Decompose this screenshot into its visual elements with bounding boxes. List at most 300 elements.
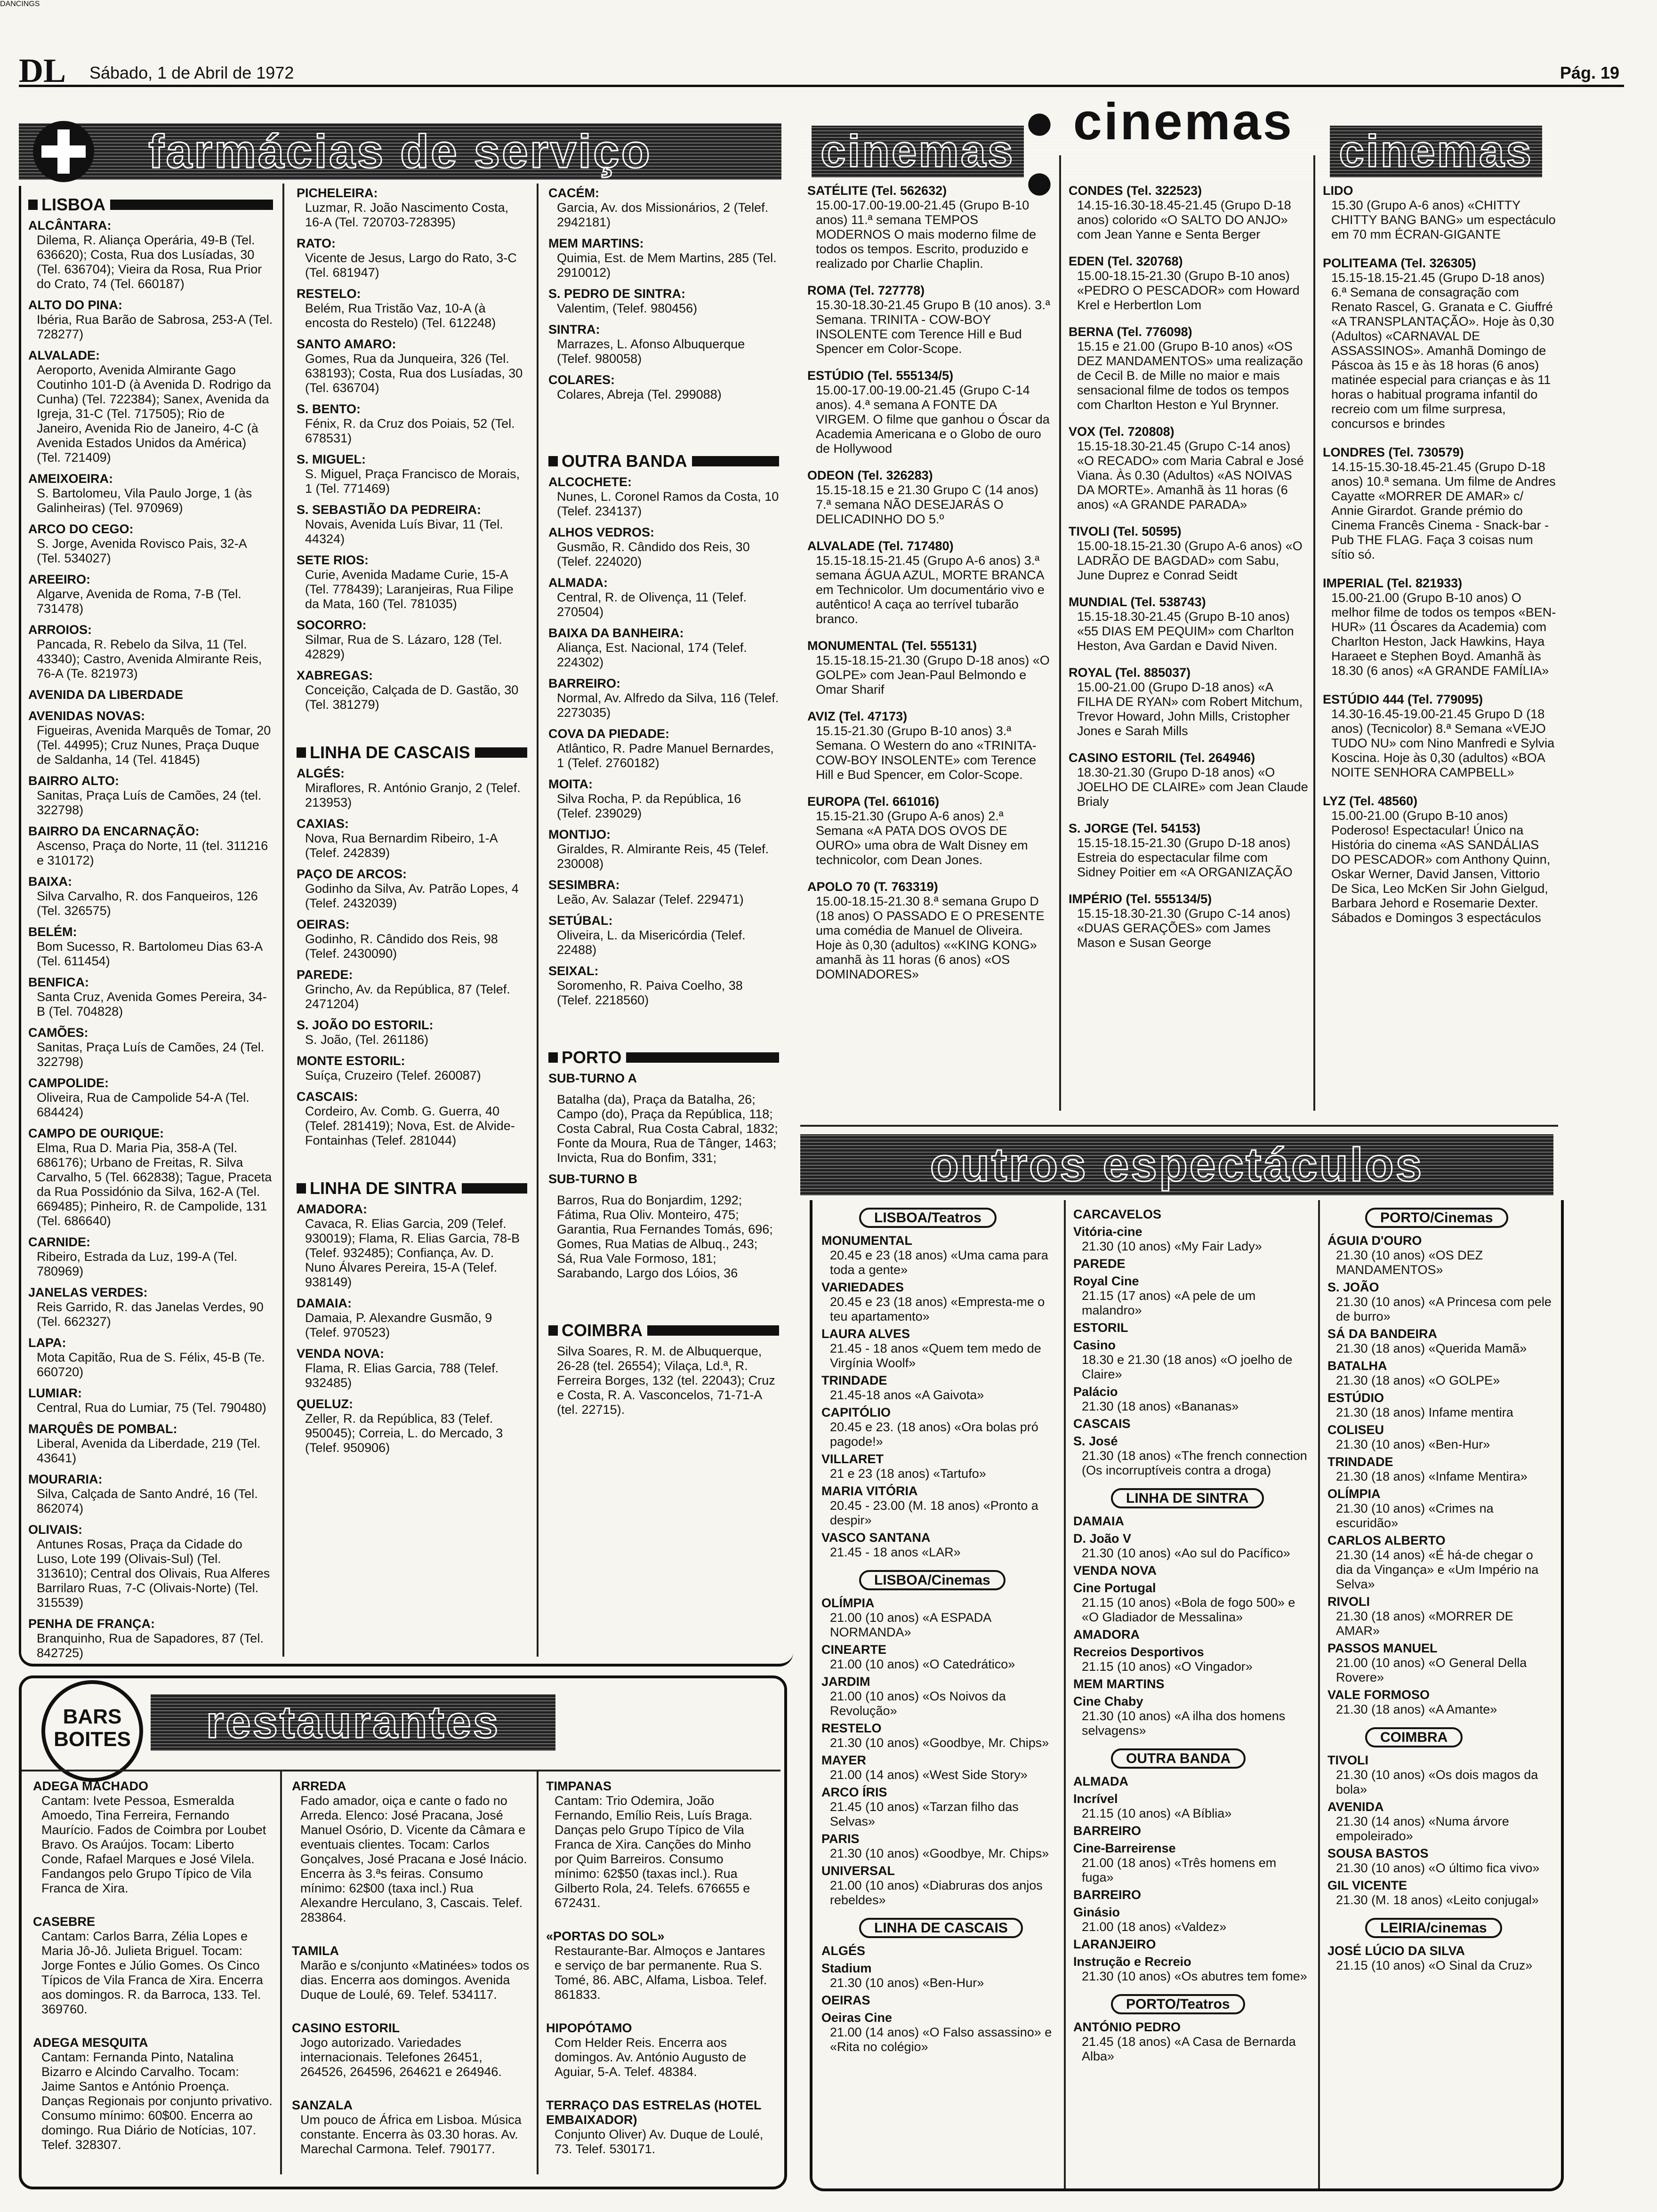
entry-name: EDEN (Tel. 320768) <box>1069 254 1183 268</box>
entry-name: Vitória-cine <box>1073 1225 1142 1239</box>
list-item <box>548 777 779 821</box>
boites-label: BOITES <box>54 1728 131 1751</box>
entry-text: Garcia, Av. dos Missionários, 2 (Telef. 2942181) <box>557 200 769 229</box>
entry-name: JANELAS VERDES: <box>28 1285 148 1299</box>
list-item <box>1327 1641 1553 1685</box>
entry-name: BERNA (Tel. 776098) <box>1069 325 1192 339</box>
entry-name: D. João V <box>1073 1531 1132 1546</box>
list-item <box>28 1076 273 1120</box>
pharmacy-list <box>297 766 527 1148</box>
entry-name: PASSOS MANUEL <box>1327 1641 1438 1655</box>
entry-name: TAMILA <box>292 1944 339 1958</box>
entry-text: 21.00 (18 anos) «Valdez» <box>1082 1920 1227 1934</box>
entry-text: Dilema, R. Aliança Operária, 49-B (Tel. 636620); Costa, Rua dos Lusíadas, 30 (Tel. 636704); Vieira da Rosa, Rua Prior do Crato, 74 (Tel. 660187) <box>37 233 262 291</box>
entry-text: Um pouco de África em Lisboa. Música constante. Encerra às 03.30 horas. Av. Marechal Carmona. Telef. 790177. <box>300 2113 522 2156</box>
entry-name: OEIRAS <box>821 1993 870 2007</box>
list-item <box>1069 821 1309 880</box>
pharmacy-list <box>548 1344 779 1417</box>
entry-name: MARQUÊS DE POMBAL: <box>28 1422 177 1436</box>
entry-name: S. SEBASTIÃO DA PEDREIRA: <box>297 503 482 517</box>
list-item <box>821 2011 1057 2054</box>
entry-text: 15.15-18.30-21.45 (Grupo B-10 anos) «55 DIAS EM PEQUIM» com Charlton Heston, Ava Gardan e David Niven. <box>1077 609 1294 653</box>
show-list <box>821 1200 1057 2054</box>
entry-text: Atlântico, R. Padre Manuel Bernardes, 1 (Telef. 2760182) <box>557 741 774 770</box>
list-item <box>28 1026 273 1069</box>
section-heading <box>297 1178 527 1198</box>
list-item <box>297 1397 527 1455</box>
entry-text: Sanitas, Praça Luís de Camões, 24 (tel. 322798) <box>37 788 262 817</box>
list-item <box>548 475 779 519</box>
entry-name: RESTELO <box>821 1721 882 1735</box>
entry-name: CASINO ESTORIL (Tel. 264946) <box>1069 751 1255 765</box>
entry-text: 21.30 (10 anos) «OS DEZ MANDAMENTOS» <box>1336 1248 1483 1277</box>
list-item <box>548 1193 779 1281</box>
entry-name: MONTIJO: <box>548 827 611 842</box>
entry-text: 21.00 (18 anos) «Três homens em fuga» <box>1082 1856 1277 1884</box>
list-item <box>546 1779 772 1910</box>
entry-text: 15.15-18.30-21.45 (Grupo C-14 anos) «O RECADO» com Maria Cabral e José Viana. Às 0.30 (Adultos) «AS NOIVAS DA MORTE». Amanhã às 11 horas (6 anos) «A GRANDE PARADA» <box>1077 439 1304 512</box>
entry-text: Marão e s/conjunto «Matinées» todos os dias. Encerra aos domingos. Avenida Duque de Loulé, 69. Telef. 534117. <box>300 1958 530 2002</box>
entry-name: ALHOS VEDROS: <box>548 525 655 539</box>
list-item <box>821 1280 1057 1324</box>
entry-text: 20.45 e 23 (18 anos) «Empresta-me o teu apartamento» <box>830 1295 1045 1323</box>
entry-name: ODEON (Tel. 326283) <box>807 468 933 482</box>
list-item <box>292 2098 530 2156</box>
entry-text: 15.30-18.30-21.45 Grupo B (10 anos). 3.ª Semana. TRINITA - COW-BOY INSOLENTE com Terence Hill e Bud Spencer em Color-Scope. <box>816 298 1050 356</box>
entry-name: ESTÚDIO <box>1327 1391 1384 1405</box>
list-item <box>546 2021 772 2079</box>
list-item <box>1327 1753 1553 1797</box>
entry-text: 15.30 (Grupo A-6 anos) «CHITTY CHITTY BANG BANG» um espectáculo em 70 mm ÉCRAN-GIGANTE <box>1331 198 1556 241</box>
column-divider <box>1313 155 1315 1111</box>
entry-text: Zeller, R. da República, 83 (Telef. 950045); Correia, L. do Mercado, 3 (Telef. 950906) <box>305 1411 503 1455</box>
entry-name: CAXIAS: <box>297 817 349 831</box>
entry-text: 18.30 e 21.30 (18 anos) «O joelho de Claire» <box>1082 1353 1293 1381</box>
list-item <box>1073 1905 1309 1934</box>
entry-name: CAMPOLIDE: <box>28 1076 109 1090</box>
bars-boites-badge <box>41 1680 143 1782</box>
entry-text: 21.30 (10 anos) «A ilha dos homens selvagens» <box>1082 1709 1286 1738</box>
list-item <box>548 964 779 1008</box>
list-item <box>807 539 1052 626</box>
entry-text: Belém, Rua Tristão Vaz, 10-A (à encosta do Restelo) (Tel. 612248) <box>305 301 496 330</box>
entry-text: 15.15-18.15-21.30 (Grupo D-18 anos) Estreia do espectacular filme com Sidney Poitier em «A ORGANIZAÇÃO <box>1077 836 1293 879</box>
list-item <box>548 236 779 280</box>
entry-text: Grincho, Av. da República, 87 (Telef. 2471204) <box>305 982 510 1011</box>
list-item <box>28 1126 273 1228</box>
entry-text: 20.45 e 23. (18 anos) «Ora bolas pró pagode!» <box>830 1420 1038 1449</box>
entry-text: Reis Garrido, R. das Janelas Verdes, 90 (Tel. 662327) <box>37 1300 264 1329</box>
entry-name: S. PEDRO DE SINTRA: <box>548 287 686 301</box>
entry-name: LAPA: <box>28 1336 66 1350</box>
entry-name: CINEARTE <box>821 1643 887 1657</box>
list-item <box>1069 524 1309 583</box>
list-item <box>28 824 273 868</box>
column-divider <box>1064 1200 1066 2188</box>
entry-text: 21.30 (18 anos) «The french connection (Os incorruptíveis contra a droga) <box>1082 1449 1307 1477</box>
pharmacy-list <box>548 1071 779 1281</box>
entry-text: 21.30 (M. 18 anos) «Leito conjugal» <box>1336 1893 1539 1907</box>
entry-name: QUELUZ: <box>297 1397 353 1411</box>
entry-name: GIL VICENTE <box>1327 1878 1408 1892</box>
entry-name: RIVOLI <box>1327 1595 1370 1609</box>
entry-name: MAYER <box>821 1753 867 1767</box>
list-item <box>1327 1688 1553 1717</box>
entry-text: Oliveira, Rua de Campolide 54-A (Tel. 684424) <box>37 1090 249 1119</box>
entry-text: Soromenho, R. Paiva Coelho, 38 (Telef. 2218560) <box>557 978 743 1007</box>
entry-name: COLARES: <box>548 373 615 387</box>
entry-text: Santa Cruz, Avenida Gomes Pereira, 34-B (Tel. 704828) <box>37 990 267 1018</box>
list-item <box>1073 1627 1309 1642</box>
list-item <box>548 287 779 316</box>
list-item <box>821 1864 1057 1907</box>
list-item <box>297 236 527 280</box>
entry-text: 21.30 (10 anos) «Ao sul do Pacífico» <box>1082 1546 1290 1560</box>
list-item <box>548 525 779 569</box>
entry-text: Mota Capitão, Rua de S. Félix, 45-B (Te. 660720) <box>37 1350 265 1379</box>
list-item <box>28 975 273 1019</box>
entry-text: 15.15 e 21.00 (Grupo B-10 anos) «OS DEZ MANDAMENTOS» uma realização de Cecil B. de Mille no maior e mais sensacional filme de todos os tempos com Charlton Heston e Yul Brynner. <box>1077 339 1303 412</box>
list-item <box>1069 665 1309 738</box>
entry-text: 15.15-18.15-21.45 (Grupo D-18 anos) 6.ª Semana de consagração com Renato Rascel, G. Granata e C. Giuffré «A TRANSPLANTAÇÃO». Hoje às 0,30 (Adultos) «CARNAVAL DE ASSASSINOS». Amanhã Domingo de Páscoa às 15 e às 18 horas (6 anos) matinée especial para crianças e às 11 horas o habitual programa infantil do recreio com um filme surpresa, concursos e brindes <box>1331 271 1554 431</box>
entry-name: MUNDIAL (Tel. 538743) <box>1069 595 1206 609</box>
entry-name: AMADORA: <box>297 1202 367 1216</box>
entry-text: 20.45 - 23.00 (M. 18 anos) «Pronto a despir» <box>830 1499 1038 1527</box>
entry-text: Silva Carvalho, R. dos Fanqueiros, 126 (Tel. 326575) <box>37 889 258 918</box>
entry-name: ESTÚDIO 444 (Tel. 779095) <box>1323 692 1483 706</box>
entry-text: Cantam: Fernanda Pinto, Natalina Bizarro e Alcindo Carvalho. Tocam: Jaime Santos e António Proença. Danças Regionais por conjunto privativo. Consumo mínimo: 60$00. Encerra ao domingo. Rua Diário de Notícias, 107. Telef. 328307. <box>41 2050 273 2152</box>
entry-text: 21.30 (18 anos) «Querida Mamã» <box>1336 1341 1527 1355</box>
entry-text: 21.15 (10 anos) «Bola de fogo 500» e «O Gladiador de Messalina» <box>1082 1595 1295 1624</box>
list-item <box>821 1675 1057 1718</box>
entry-name: TRINDADE <box>1327 1455 1393 1469</box>
category-pill: LISBOA/Teatros <box>859 1208 997 1228</box>
column-divider <box>537 184 539 1657</box>
show-list <box>1327 1200 1553 1973</box>
list-item <box>807 369 1052 456</box>
entry-name: Stadium <box>821 1961 872 1975</box>
outros-column-1 <box>821 1200 1057 2057</box>
entry-name: LAURA ALVES <box>821 1327 910 1341</box>
list-item <box>28 1617 273 1660</box>
entry-name: Casino <box>1073 1338 1116 1352</box>
entry-name: PICHELEIRA: <box>297 186 378 200</box>
entry-name: MOURARIA: <box>28 1472 103 1486</box>
entry-name: ARROIOS: <box>28 623 92 637</box>
list-item <box>33 1779 273 1896</box>
entry-name: AREEIRO: <box>28 572 91 586</box>
entry-name: CASEBRE <box>33 1915 96 1929</box>
entry-name: SETE RIOS: <box>297 553 369 567</box>
category-pill: COIMBRA <box>1365 1727 1463 1747</box>
newspaper-logo: DL <box>19 52 66 89</box>
entry-name: PAREDE: <box>297 968 353 982</box>
list-item <box>297 287 527 330</box>
entry-name: VALE FORMOSO <box>1327 1688 1430 1702</box>
cinemas-banner-right: cinemas <box>1330 126 1542 177</box>
entry-name: Cine-Barreirense <box>1073 1841 1176 1855</box>
entry-name: BARREIRO: <box>548 676 620 690</box>
entry-name: CASCAIS <box>1073 1417 1131 1431</box>
entry-name: IMPERIAL (Tel. 821933) <box>1323 576 1463 590</box>
entry-name: CARLOS ALBERTO <box>1327 1533 1446 1547</box>
entry-text: Aeroporto, Avenida Almirante Gago Coutinho 101-D (à Avenida D. Rodrigo da Cunha) (Tel. 722384); Sanex, Avenida da Igreja, 31-C (Tel. 717505); Rio de Janeiro, Avenida Rio de Janeiro, 4-C (à Avenida Estados Unidos da América) (Tel. 721409) <box>37 363 271 465</box>
entry-name: ARCO ÍRIS <box>821 1785 887 1799</box>
entry-text: 21.15 (10 anos) «O Sinal da Cruz» <box>1336 1958 1533 1972</box>
list-item <box>1073 1225 1309 1254</box>
entry-text: Valentim, (Telef. 980456) <box>557 301 698 315</box>
entry-text: 21.30 (10 anos) «Goodbye, Mr. Chips» <box>830 1846 1049 1860</box>
entry-text: 14.15-15.30-18.45-21.45 (Grupo D-18 anos) 10.ª semana. Um filme de Andres Cayatte «MORRER DE AMAR» c/ Annie Girardot. Grande prémio do Cinema Francês Cinema - Snack-bar - Pub THE FLAG. Faça 3 coisas num sítio só. <box>1331 460 1556 561</box>
entry-text: 15.15-18.15-21.30 (Grupo D-18 anos) «O GOLPE» com Jean-Paul Belmondo e Omar Sharif <box>816 653 1050 697</box>
entry-text: Restaurante-Bar. Almoços e Jantares e serviço de bar permanente. Rua S. Tomé, 86. ABC, Alfama, Lisboa. Telef. 861833. <box>555 1944 767 2002</box>
entry-text: Normal, Av. Alfredo da Silva, 116 (Telef. 2273035) <box>557 691 779 720</box>
entry-name: ALCÂNTARA: <box>28 218 112 232</box>
entry-name: BARREIRO <box>1073 1824 1142 1838</box>
entry-name: MARIA VITÓRIA <box>821 1484 918 1498</box>
list-item <box>28 348 273 465</box>
entry-name: ALVALADE: <box>28 348 100 362</box>
entry-name: OLÍMPIA <box>1327 1487 1381 1501</box>
entry-text: Silva Soares, R. M. de Albuquerque, 26-28 (tel. 26554); Vilaça, Ld.ª, R. Ferreira Borges, 132 (tel. 22043); Cruz e Costa, R. A. Vasconcelos, 71-71-A (tel. 22715). <box>557 1344 775 1417</box>
entry-text: Nova, Rua Bernardim Ribeiro, 1-A (Telef. 242839) <box>305 831 498 860</box>
list-item <box>1327 1846 1553 1875</box>
pharmacy-list <box>297 186 527 712</box>
entry-name: Oeiras Cine <box>821 2011 893 2025</box>
farmacias-column-1 <box>28 186 273 1667</box>
rule <box>22 1770 780 1771</box>
list-item <box>1073 1531 1309 1561</box>
entry-name: MEM MARTINS <box>1073 1677 1165 1691</box>
entry-text: Figueiras, Avenida Marquês de Tomar, 20 (Tel. 44995); Cruz Nunes, Praça Duque de Saldanha, 14 (Tel. 41845) <box>37 723 271 767</box>
entry-name: PAREDE <box>1073 1257 1126 1271</box>
entry-name: ALGÉS: <box>297 766 345 780</box>
category-pill: LINHA DE CASCAIS <box>859 1918 1023 1938</box>
category-pill: LISBOA/Cinemas <box>859 1570 1005 1590</box>
list-item <box>297 1202 527 1290</box>
column-divider <box>282 184 284 1657</box>
list-item <box>1069 425 1309 512</box>
list-item <box>1073 1385 1309 1414</box>
entry-name: MOITA: <box>548 777 593 791</box>
entry-name: BAIXA: <box>28 874 72 889</box>
entry-name: S. JORGE (Tel. 54153) <box>1069 821 1201 835</box>
section-heading <box>548 1323 779 1338</box>
entry-text: 15.00-18.15-21.30 (Grupo A-6 anos) «O LADRÃO DE BAGDAD» com Sabu, June Duprez e Conrad Seidt <box>1077 539 1303 582</box>
farmacias-banner <box>19 123 781 180</box>
entry-name: SOUSA BASTOS <box>1327 1846 1429 1860</box>
category-pill: LINHA DE SINTRA <box>1111 1488 1264 1508</box>
entry-text: Conceição, Calçada de D. Gastão, 30 (Tel. 381279) <box>305 683 519 712</box>
entry-name: ARCO DO CEGO: <box>28 522 134 536</box>
outros-column-2 <box>1073 1207 1309 2067</box>
list-item <box>548 1344 779 1417</box>
entry-name: S. BENTO: <box>297 402 361 416</box>
entry-name: SATÉLITE (Tel. 562632) <box>807 184 947 198</box>
page-number: Pág. 19 <box>1560 63 1619 82</box>
entry-text: Nunes, L. Coronel Ramos da Costa, 10 (Telef. 234137) <box>557 489 779 518</box>
entry-name: SESIMBRA: <box>548 878 620 892</box>
entry-name: MEM MARTINS: <box>548 236 644 250</box>
entry-name: AVENIDA <box>1327 1800 1384 1814</box>
list-item <box>1073 1841 1309 1885</box>
entry-name: AMADORA <box>1073 1627 1140 1642</box>
list-item <box>28 925 273 969</box>
list-item <box>1069 751 1309 809</box>
list-item <box>33 2036 273 2152</box>
list-item <box>1073 1563 1309 1578</box>
list-item <box>821 1234 1057 1277</box>
list-item <box>33 1915 273 2017</box>
list-item <box>28 1472 273 1516</box>
list-item <box>1073 1434 1309 1478</box>
entry-text: S. Miguel, Praça Francisco de Morais, 1 (Tel. 771469) <box>305 467 520 496</box>
list-item <box>28 218 273 291</box>
entry-name: MONUMENTAL (Tel. 555131) <box>807 639 977 653</box>
list-item <box>28 1523 273 1610</box>
entry-name: TIVOLI <box>1327 1753 1368 1767</box>
entry-text: Silva, Calçada de Santo André, 16 (Tel. 862074) <box>37 1487 258 1515</box>
entry-name: BELÉM: <box>28 925 77 939</box>
list-item <box>1323 692 1558 780</box>
entry-name: TIMPANAS <box>546 1779 611 1793</box>
entry-text: 21.00 (10 anos) «O General Della Rovere» <box>1336 1656 1527 1684</box>
entry-text: Sanitas, Praça Luís de Camões, 24 (Tel. 322798) <box>37 1040 265 1069</box>
entry-name: Recreios Desportivos <box>1073 1645 1204 1659</box>
entry-name: SUB-TURNO B <box>548 1172 637 1186</box>
entry-text: 15.00-21.00 (Grupo D-18 anos) «A FILHA DE RYAN» com Robert Mitchum, Trevor Howard, John Mills, Cristopher Jones e Sarah Mills <box>1077 680 1303 738</box>
entry-name: AVENIDAS NOVAS: <box>28 709 145 723</box>
entry-text: 21.30 (10 anos) «O último fica vivo» <box>1336 1861 1540 1875</box>
entry-name: RESTELO: <box>297 287 361 301</box>
outros-banner-title: outros espectáculos <box>930 1138 1424 1191</box>
list-item <box>548 626 779 670</box>
list-item <box>821 1531 1057 1560</box>
entry-text: 21.00 (10 anos) «Os Noivos da Revolução» <box>830 1689 1006 1718</box>
entry-name: Incrível <box>1073 1792 1118 1806</box>
entry-name: BENFICA: <box>28 975 89 989</box>
entry-text: S. Bartolomeu, Vila Paulo Jorge, 1 (às Galinheiras) (Tel. 970969) <box>37 486 252 515</box>
list-item <box>297 618 527 662</box>
entry-name: Instrução e Recreio <box>1073 1955 1191 1969</box>
category-pill: OUTRA BANDA <box>1111 1748 1246 1769</box>
list-item <box>807 794 1052 867</box>
list-item <box>1073 1581 1309 1625</box>
pharmacy-cross-icon <box>33 121 94 182</box>
entry-text: Fado amador, oiça e cante o fado no Arreda. Elenco: José Pracana, José Manuel Osório, D. Vicente da Câmara e eventuais clientes. Tocam: Carlos Gonçalves, José Pracana e José Inácio. Encerra às 3.ªs feiras. Consumo mínimo: 62$00 (taxa incl.) Rua Alexandre Herculano, 3, Cascais. Telef. 283864. <box>300 1794 527 1924</box>
entry-text: 21.15 (10 anos) «A Bíblia» <box>1082 1806 1232 1820</box>
list-item <box>297 968 527 1011</box>
entry-name: VENDA NOVA: <box>297 1346 385 1361</box>
list-item <box>28 774 273 817</box>
category-pill: LEIRIA/cinemas <box>1365 1918 1502 1938</box>
list-item <box>1327 1533 1553 1592</box>
list-item <box>28 1235 273 1279</box>
restaurantes-banner <box>151 1694 555 1751</box>
list-item <box>548 827 779 871</box>
entry-text: 21.30 (10 anos) «Os abutres tem fome» <box>1082 1969 1307 1983</box>
list-item <box>1323 794 1558 925</box>
entry-text: 21.30 (10 anos) «My Fair Lady» <box>1082 1239 1262 1253</box>
list-item <box>548 676 779 720</box>
entry-name: OEIRAS: <box>297 917 350 931</box>
entry-text: Quimia, Est. de Mem Martins, 285 (Tel. 2910012) <box>557 251 777 280</box>
entry-name: OLIVAIS: <box>28 1523 83 1537</box>
list-item <box>821 1596 1057 1640</box>
list-item <box>1327 1455 1553 1484</box>
list-item <box>546 2098 772 2156</box>
page-header <box>19 52 1624 89</box>
list-item <box>821 1373 1057 1403</box>
entry-text: 15.00-21.00 (Grupo B-10 anos) O melhor filme de todos os tempos «BEN-HUR» (11 Óscares da Academia) com Charlton Heston, Jack Hawkins, Haya Haraeet e Stephen Boyd. Amanhã às 18.30 (6 anos) «A GRANDE FAMÍLIA» <box>1331 591 1556 678</box>
list-item <box>1327 1878 1553 1907</box>
entry-text: 21.30 (10 anos) «A Princesa com pele de burro» <box>1336 1295 1552 1323</box>
list-item <box>821 1961 1057 1990</box>
list-item <box>548 914 779 957</box>
entry-text: Central, Rua do Lumiar, 75 (Tel. 790480) <box>37 1401 266 1415</box>
list-item <box>807 709 1052 782</box>
entry-name: ALMADA: <box>548 576 608 590</box>
venue-list <box>33 1779 273 2152</box>
entry-name: CARCAVELOS <box>1073 1207 1162 1221</box>
entry-name: ROYAL (Tel. 885037) <box>1069 665 1191 680</box>
entry-text: 21.45 (18 anos) «A Casa de Bernarda Alba» <box>1082 2035 1296 2063</box>
entry-text: 18.30-21.30 (Grupo D-18 anos) «O JOELHO DE CLAIRE» com Jean Claude Brialy <box>1077 765 1308 809</box>
entry-text: Oliveira, L. da Misericórdia (Telef. 22488) <box>557 928 746 957</box>
entry-name: ALCOCHETE: <box>548 475 632 489</box>
entry-name: RATO: <box>297 236 336 250</box>
list-item <box>1073 1645 1309 1674</box>
entry-name: LONDRES (Tel. 730579) <box>1323 445 1464 459</box>
pharmacy-list <box>297 1202 527 1455</box>
entry-name: SUB-TURNO A <box>548 1071 637 1085</box>
category-pill: PORTO/Teatros <box>1111 1994 1245 2014</box>
entry-text: Luzmar, R. João Nascimento Costa, 16-A (Tel. 720703-728395) <box>305 200 509 229</box>
entry-text: 21.00 (10 anos) «A ESPADA NORMANDA» <box>830 1611 991 1639</box>
entry-text: S. João, (Tel. 261186) <box>305 1033 429 1047</box>
list-item <box>1073 1774 1309 1789</box>
list-item <box>548 1092 779 1165</box>
entry-name: DAMAIA: <box>297 1296 352 1310</box>
entry-name: BATALHA <box>1327 1359 1387 1373</box>
pharmacy-list <box>28 218 273 1660</box>
entry-name: VASCO SANTANA <box>821 1531 931 1545</box>
entry-text: 21.45-18 anos «A Gaivota» <box>830 1388 984 1402</box>
entry-text: Fénix, R. da Cruz dos Poiais, 52 (Tel. 678531) <box>305 417 515 445</box>
entry-text: 21.30 (18 anos) «O GOLPE» <box>1336 1373 1500 1387</box>
entry-name: LUMIAR: <box>28 1386 82 1400</box>
entry-text: Gusmão, R. Cândido dos Reis, 30 (Telef. 224020) <box>557 540 750 569</box>
entry-text: Cordeiro, Av. Comb. G. Guerra, 40 (Telef. 281419); Nova, Est. de Alvide-Fontainhas (Telef. 281044) <box>305 1104 515 1147</box>
list-item <box>297 503 527 546</box>
list-item <box>1073 1937 1309 1952</box>
entry-name: SEIXAL: <box>548 964 599 978</box>
list-item <box>1069 184 1309 242</box>
entry-name: JARDIM <box>821 1675 870 1689</box>
entry-name: VARIEDADES <box>821 1280 904 1294</box>
list-item <box>292 1944 530 2002</box>
list-item <box>1073 1338 1309 1382</box>
cinema-list <box>1323 184 1558 925</box>
entry-text: 21.45 - 18 anos «LAR» <box>830 1545 961 1559</box>
list-item <box>28 472 273 515</box>
list-item <box>292 1779 530 1925</box>
entry-text: 15.15-21.30 (Grupo B-10 anos) 3.ª Semana. O Western do ano «TRINITA-COW-BOY INSOLENTE» com Terence Hill e Bud Spencer, em Color-Scope. <box>816 724 1037 782</box>
entry-text: Curie, Avenida Madame Curie, 15-A (Tel. 778439); Laranjeiras, Rua Filipe da Mata, 160 (Tel. 781035) <box>305 568 514 611</box>
entry-text: 15.00-17.00-19.00-21.45 (Grupo C-14 anos). 4.ª semana A FONTE DA VIRGEM. O filme que ganhou o Óscar da Academia Americana e o Globo de ouro de Hollywood <box>816 383 1050 456</box>
list-item <box>1327 1944 1553 1973</box>
list-item <box>297 766 527 810</box>
